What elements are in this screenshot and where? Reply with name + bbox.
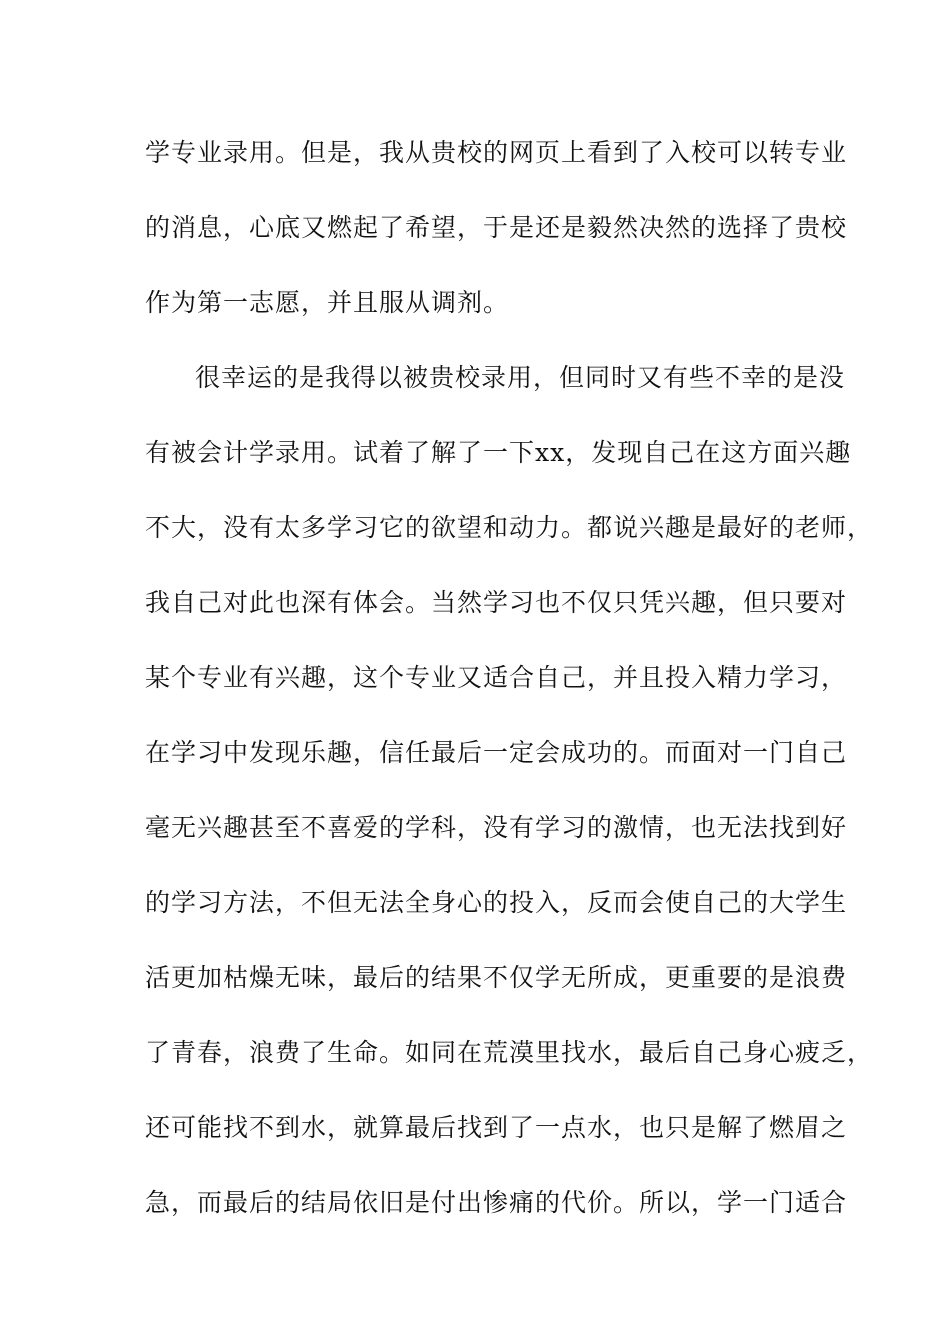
text-line: 有被会计学录用。试着了解了一下xx，发现自己在这方面兴趣 xyxy=(145,438,852,467)
text-line: 急，而最后的结局依旧是付出惨痛的代价。所以，学一门适合 xyxy=(145,1188,848,1217)
text-line: 在学习中发现乐趣，信任最后一定会成功的。而面对一门自己 xyxy=(145,738,848,767)
text-line: 不大，没有太多学习它的欲望和动力。都说兴趣是最好的老师， xyxy=(145,513,874,542)
text-line: 作为第一志愿，并且服从调剂。 xyxy=(145,288,510,317)
text-line: 的消息，心底又燃起了希望，于是还是毅然决然的选择了贵校 xyxy=(145,213,848,242)
text-line: 学专业录用。但是，我从贵校的网页上看到了入校可以转专业 xyxy=(145,138,848,167)
text-line: 毫无兴趣甚至不喜爱的学科，没有学习的激情，也无法找到好 xyxy=(145,813,848,842)
text-line: 了青春，浪费了生命。如同在荒漠里找水，最后自己身心疲乏， xyxy=(145,1038,874,1067)
paragraph-first-line: 很幸运的是我得以被贵校录用，但同时又有些不幸的是没 xyxy=(195,363,846,392)
text-line: 的学习方法，不但无法全身心的投入，反而会使自己的大学生 xyxy=(145,888,848,917)
text-line: 活更加枯燥无味，最后的结果不仅学无所成，更重要的是浪费 xyxy=(145,963,848,992)
text-line: 某个专业有兴趣，这个专业又适合自己，并且投入精力学习， xyxy=(145,663,848,692)
text-line: 还可能找不到水，就算最后找到了一点水，也只是解了燃眉之 xyxy=(145,1113,848,1142)
body-text xyxy=(145,130,874,1255)
text-line: 我自己对此也深有体会。当然学习也不仅只凭兴趣，但只要对 xyxy=(145,588,848,617)
